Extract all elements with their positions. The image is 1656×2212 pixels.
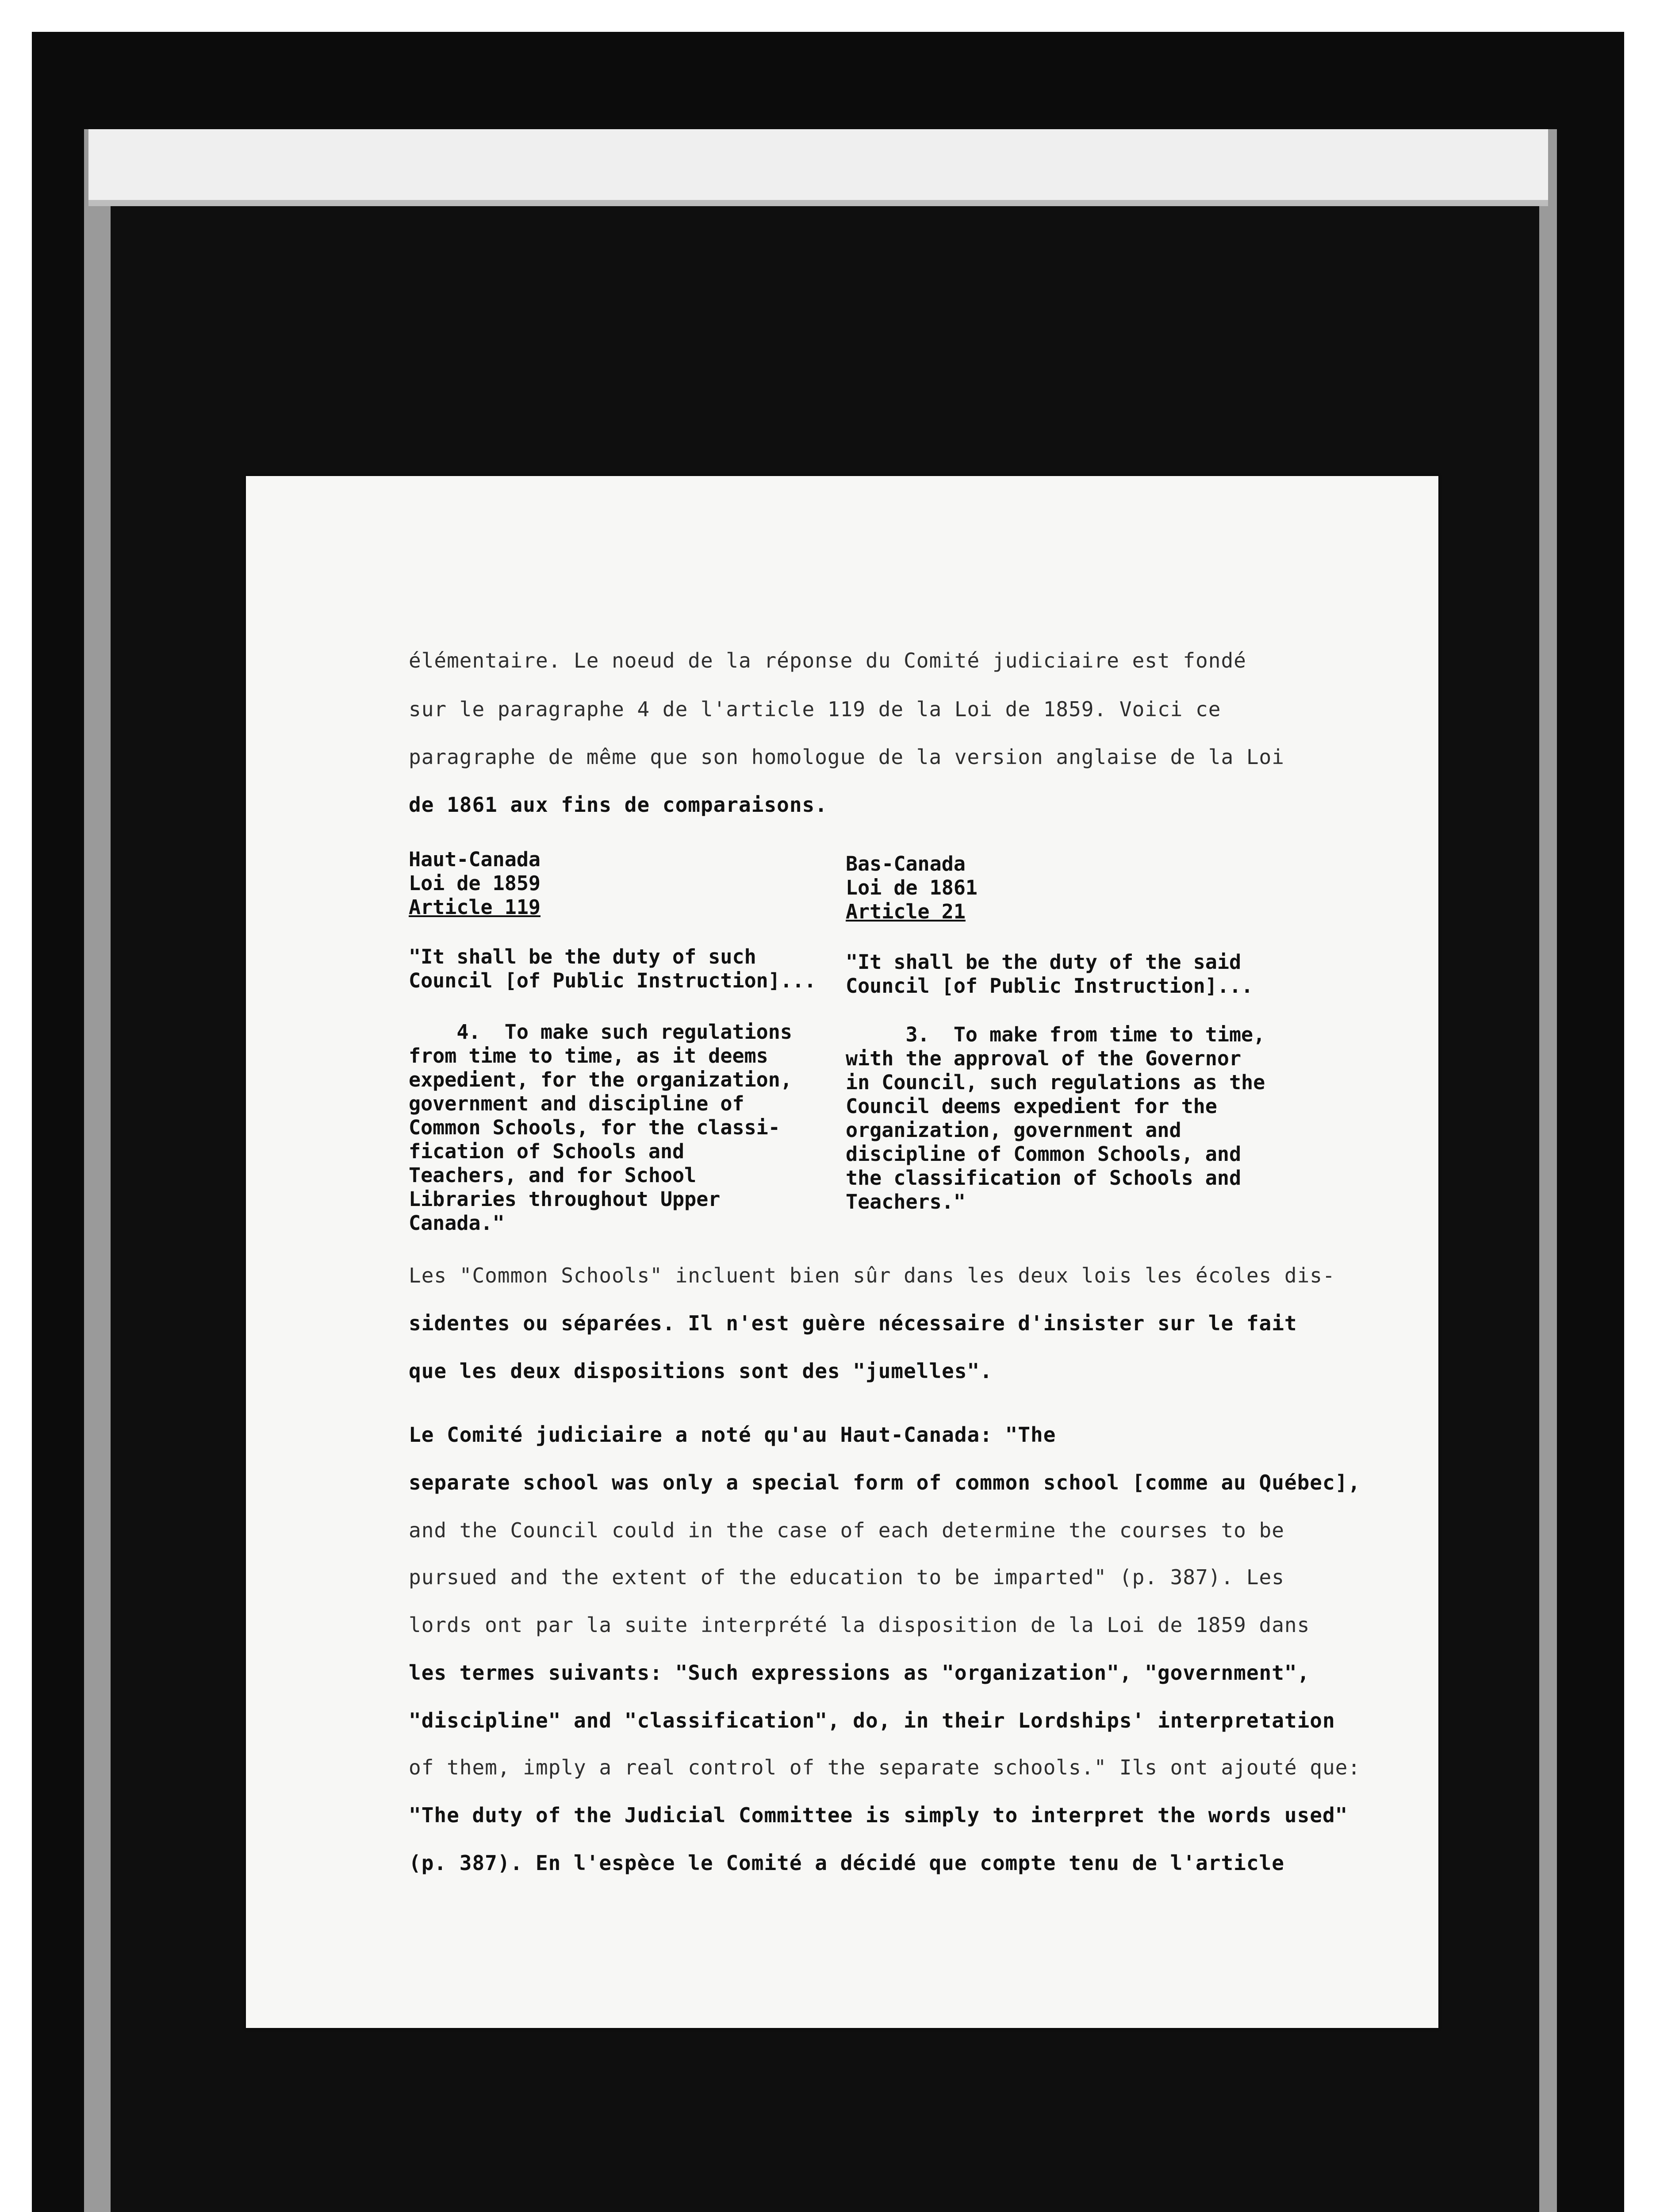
text-line: "The duty of the Judicial Committee is simply to interpret the words used" [409, 1803, 1348, 1827]
document-page [246, 476, 1438, 2028]
text-line: of them, imply a real control of the separate schools." Ils ont ajouté que: [409, 1755, 1361, 1779]
right-column-quote [846, 950, 1253, 998]
text-line: Canada." [409, 1211, 505, 1235]
text-line: Les "Common Schools" incluent bien sûr dans les deux lois les écoles dis- [409, 1263, 1335, 1287]
text-line: with the approval of the Governor [846, 1047, 1242, 1070]
right-heading-law: Loi de 1861 [846, 876, 978, 899]
left-heading-province: Haut-Canada [409, 848, 541, 871]
text-line: the classification of Schools and [846, 1166, 1242, 1190]
left-heading-article: Article 119 [409, 895, 541, 919]
right-column-text [846, 1023, 1265, 1214]
right-heading-article: Article 21 [846, 900, 966, 923]
text-line: Le Comité judiciaire a noté qu'au Haut-Canada: "The [409, 1423, 1056, 1447]
text-line: lords ont par la suite interprété la disposition de la Loi de 1859 dans [409, 1613, 1310, 1637]
text-line: expedient, for the organization, [409, 1068, 792, 1091]
text-line: pursued and the extent of the education to be imparted" (p. 387). Les [409, 1565, 1284, 1589]
quote-line: "It shall be the duty of such [409, 945, 756, 968]
text-line: Teachers." [846, 1190, 966, 1214]
text-line: sidentes ou séparées. Il n'est guère nécessaire d'insister sur le fait [409, 1311, 1297, 1335]
text-line: and the Council could in the case of each determine the courses to be [409, 1518, 1284, 1542]
text-line: Teachers, and for School [409, 1164, 697, 1187]
quote-line: Council [of Public Instruction]... [846, 974, 1254, 998]
text-line: separate school was only a special form of common school [comme au Québec], [409, 1471, 1361, 1494]
quote-line: "It shall be the duty of the said [846, 950, 1242, 974]
left-column-heading [409, 848, 540, 919]
text-line: de 1861 aux fins de comparaisons. [409, 793, 828, 817]
right-heading-province: Bas-Canada [846, 852, 966, 876]
text-line: fication of Schools and [409, 1140, 685, 1163]
left-column-quote [409, 945, 816, 993]
text-line: sur le paragraphe 4 de l'article 119 de la Loi de 1859. Voici ce [409, 697, 1221, 721]
text-line: que les deux dispositions sont des "jumelles". [409, 1359, 993, 1383]
left-heading-law: Loi de 1859 [409, 872, 541, 895]
text-line: 3. To make from time to time, [846, 1023, 1265, 1046]
text-line: Common Schools, for the classi- [409, 1116, 780, 1139]
text-line: organization, government and [846, 1118, 1181, 1142]
text-line: (p. 387). En l'espèce le Comité a décidé que compte tenu de l'article [409, 1851, 1284, 1875]
text-line: in Council, such regulations as the [846, 1071, 1265, 1094]
text-line: 4. To make such regulations [409, 1020, 792, 1044]
text-line: "discipline" and "classification", do, in their Lordships' interpretation [409, 1709, 1335, 1732]
text-line: from time to time, as it deems [409, 1044, 768, 1068]
right-column-heading [846, 852, 978, 924]
film-edge-right [1539, 129, 1557, 2212]
left-column-text [409, 1020, 792, 1235]
quote-line: Council [of Public Instruction]... [409, 969, 816, 992]
text-line: élémentaire. Le noeud de la réponse du Comité judiciaire est fondé [409, 649, 1246, 672]
text-line: Libraries throughout Upper [409, 1187, 721, 1211]
text-line: les termes suivants: "Such expressions as "organization", "government", [409, 1661, 1310, 1685]
film-header-strip [88, 129, 1548, 206]
text-line: discipline of Common Schools, and [846, 1142, 1242, 1166]
text-line: Council deems expedient for the [846, 1094, 1217, 1118]
text-line: paragraphe de même que son homologue de la version anglaise de la Loi [409, 745, 1284, 769]
text-line: government and discipline of [409, 1092, 744, 1115]
film-edge-left [84, 129, 111, 2212]
